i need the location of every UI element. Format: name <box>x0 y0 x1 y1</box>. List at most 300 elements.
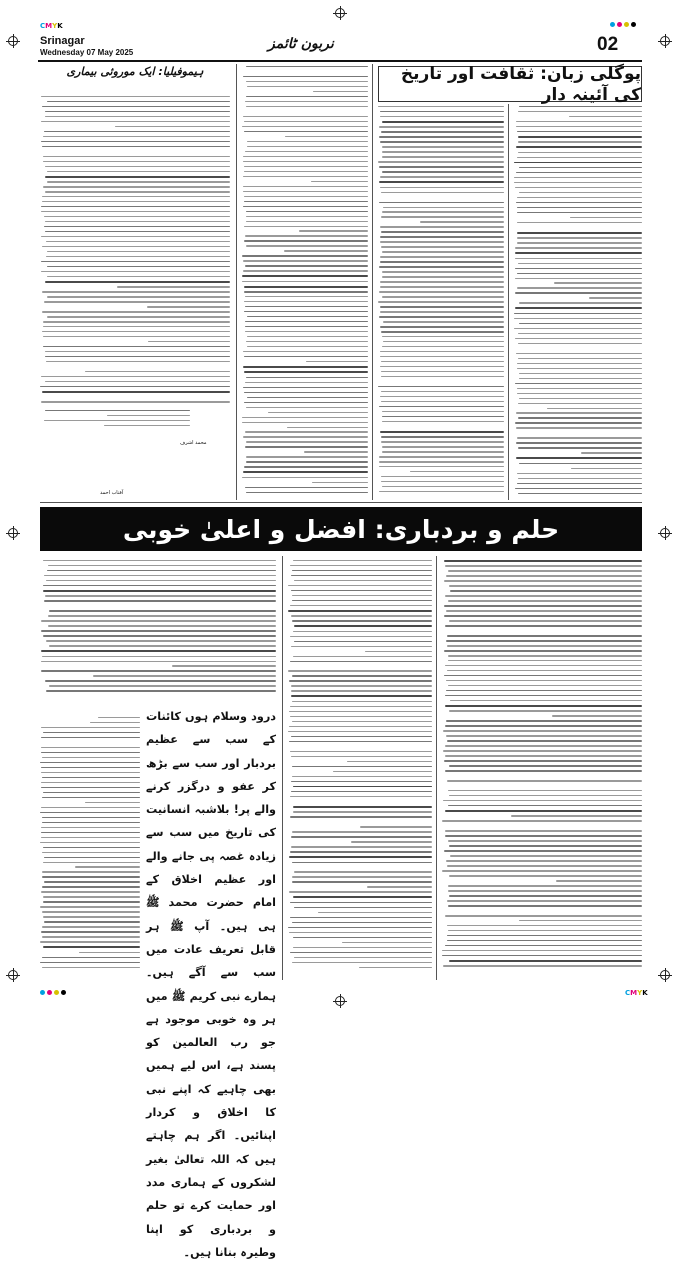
text-line <box>291 695 432 697</box>
text-line <box>41 772 140 773</box>
text-line <box>244 286 368 288</box>
text-line <box>47 296 230 297</box>
text-line <box>448 655 642 656</box>
text-line <box>443 965 642 966</box>
text-line <box>49 645 276 646</box>
text-line <box>41 891 140 892</box>
text-line <box>40 962 140 963</box>
text-line <box>511 815 642 816</box>
text-line <box>449 795 642 796</box>
text-line <box>448 885 642 886</box>
text-line <box>243 471 368 473</box>
text-line <box>294 907 432 908</box>
text-line <box>247 86 368 87</box>
text-line <box>292 620 432 621</box>
text-line <box>290 821 432 822</box>
text-line <box>243 387 368 388</box>
text-line <box>516 146 642 148</box>
text-line <box>46 256 230 257</box>
feature-column <box>40 702 140 972</box>
text-line <box>450 785 642 786</box>
text-line <box>47 251 230 252</box>
text-line <box>292 962 432 963</box>
text-line <box>382 296 504 297</box>
text-line <box>289 680 432 681</box>
text-line <box>44 226 230 227</box>
text-line <box>382 271 504 272</box>
text-line <box>517 363 642 364</box>
text-line <box>292 766 432 767</box>
text-line <box>514 177 642 178</box>
text-line <box>515 187 642 188</box>
text-line <box>43 156 230 157</box>
text-line <box>289 891 432 892</box>
cmyk-mark-bottom: CMYK <box>625 989 648 997</box>
text-line <box>44 702 140 703</box>
text-line <box>380 141 504 142</box>
text-line <box>291 746 432 747</box>
text-line <box>242 275 368 277</box>
text-line <box>447 780 642 781</box>
text-line <box>444 615 642 616</box>
text-line <box>43 946 140 948</box>
text-line <box>246 111 368 112</box>
text-line <box>42 852 140 853</box>
text-line <box>445 705 642 707</box>
text-line <box>382 346 504 347</box>
text-line <box>42 146 230 147</box>
text-line <box>445 810 642 812</box>
text-line <box>47 171 230 172</box>
text-line <box>515 252 642 254</box>
text-line <box>445 695 642 696</box>
text-line <box>446 860 642 861</box>
text-line <box>381 436 504 437</box>
text-line <box>245 306 368 307</box>
feature-column <box>288 560 432 972</box>
text-line <box>48 565 276 566</box>
issue-date: Wednesday 07 May 2025 <box>40 48 134 57</box>
text-line <box>245 331 368 332</box>
text-line <box>115 126 230 127</box>
text-line <box>243 116 368 117</box>
text-line <box>42 777 140 778</box>
text-line <box>246 96 368 97</box>
text-line <box>46 695 276 696</box>
text-line <box>517 473 642 474</box>
text-line <box>450 590 642 591</box>
text-line <box>380 236 504 237</box>
text-line <box>292 600 432 601</box>
text-line <box>48 615 276 616</box>
text-line <box>85 802 140 803</box>
text-line <box>245 265 368 266</box>
text-line <box>42 911 140 912</box>
text-line <box>447 670 642 671</box>
text-line <box>41 376 230 377</box>
text-line <box>43 161 230 162</box>
text-line <box>41 752 140 753</box>
text-line <box>380 431 504 433</box>
text-line <box>40 386 230 387</box>
text-line <box>293 656 432 657</box>
text-line <box>445 835 642 836</box>
text-line <box>447 900 642 901</box>
text-line <box>381 376 504 377</box>
text-line <box>379 166 504 167</box>
text-line <box>289 741 432 742</box>
text-line <box>93 675 276 676</box>
text-line <box>518 403 642 404</box>
text-line <box>517 287 642 288</box>
article-column <box>514 106 642 496</box>
text-line <box>244 71 368 72</box>
text-line <box>41 211 230 212</box>
text-line <box>244 196 368 197</box>
text-line <box>41 121 230 122</box>
text-line <box>518 141 642 142</box>
text-line <box>293 811 432 812</box>
text-line <box>292 862 432 863</box>
text-line <box>570 217 642 218</box>
text-line <box>299 230 368 231</box>
text-line <box>42 196 230 197</box>
text-line <box>246 216 368 217</box>
text-line <box>382 211 504 212</box>
text-line <box>444 760 642 761</box>
text-line <box>448 685 642 686</box>
text-line <box>380 326 504 327</box>
text-line <box>290 851 432 852</box>
text-line <box>41 261 230 262</box>
text-line <box>342 942 432 943</box>
text-line <box>290 796 432 797</box>
text-line <box>446 680 642 681</box>
text-line <box>443 750 642 751</box>
text-line <box>294 957 432 958</box>
text-line <box>291 575 432 576</box>
text-line <box>242 422 368 423</box>
text-line <box>447 865 642 866</box>
text-line <box>43 346 230 347</box>
text-line <box>515 488 642 489</box>
column-rule <box>282 556 283 980</box>
text-line <box>246 377 368 378</box>
text-line <box>380 281 504 282</box>
text-line <box>42 712 140 713</box>
text-line <box>293 806 432 808</box>
text-line <box>382 421 504 422</box>
text-line <box>554 282 642 283</box>
text-line <box>379 181 504 183</box>
text-line <box>42 926 140 927</box>
text-line <box>444 560 642 562</box>
text-line <box>47 366 230 367</box>
text-line <box>446 775 642 776</box>
text-line <box>514 313 642 314</box>
article-column <box>378 106 504 496</box>
text-line <box>379 456 504 457</box>
text-line <box>41 661 276 662</box>
text-line <box>448 890 642 891</box>
text-line <box>43 862 140 863</box>
text-line <box>41 827 140 828</box>
text-line <box>40 812 140 813</box>
text-line <box>41 931 140 932</box>
text-line <box>284 250 368 251</box>
text-line <box>243 76 368 77</box>
text-line <box>519 192 642 193</box>
text-line <box>290 661 432 662</box>
text-line <box>443 730 642 731</box>
text-line <box>285 136 368 137</box>
text-line <box>449 765 642 766</box>
text-line <box>43 336 230 337</box>
text-line <box>293 665 432 666</box>
text-line <box>43 585 276 586</box>
text-line <box>243 156 368 157</box>
text-line <box>243 176 368 177</box>
text-line <box>292 831 432 832</box>
masthead: نربون ٹائمز <box>268 36 334 52</box>
registration-mark-top-right <box>660 36 670 46</box>
text-line <box>379 466 504 467</box>
text-line <box>449 895 642 896</box>
text-line <box>44 857 140 858</box>
text-line <box>43 635 276 636</box>
page-number: 02 <box>597 34 619 55</box>
text-line <box>379 426 504 427</box>
text-line <box>245 101 368 102</box>
text-line <box>288 585 432 586</box>
text-line <box>380 306 504 307</box>
feature-column <box>442 560 642 972</box>
text-line <box>246 221 368 222</box>
text-line <box>42 311 230 312</box>
text-line <box>517 393 642 394</box>
text-line <box>40 742 140 743</box>
text-line <box>243 186 368 187</box>
text-line <box>380 366 504 367</box>
text-line <box>47 316 230 317</box>
text-line <box>243 351 368 352</box>
text-line <box>43 136 230 137</box>
text-line <box>246 456 368 457</box>
text-line <box>42 817 140 818</box>
text-line <box>43 560 276 561</box>
header-rule <box>38 60 642 62</box>
text-line <box>42 291 230 292</box>
text-line <box>444 850 642 851</box>
text-line <box>383 207 504 208</box>
text-line <box>367 886 432 887</box>
text-line <box>49 685 276 686</box>
article-column <box>40 96 230 406</box>
text-line <box>382 151 504 152</box>
text-line <box>448 930 642 931</box>
text-line <box>243 366 368 368</box>
text-line <box>381 216 504 217</box>
text-line <box>47 276 230 277</box>
text-line <box>382 411 504 412</box>
text-line <box>379 491 504 492</box>
text-line <box>45 281 230 283</box>
column-rule <box>436 556 437 980</box>
text-line <box>447 925 642 926</box>
text-line <box>291 781 432 782</box>
text-line <box>448 825 642 826</box>
text-line <box>515 292 642 293</box>
registration-mark-bottom-left <box>8 970 18 980</box>
text-line <box>379 202 504 203</box>
text-line <box>382 156 504 157</box>
text-line <box>293 937 432 938</box>
text-line <box>410 471 504 472</box>
text-line <box>44 707 140 708</box>
text-line <box>147 306 230 307</box>
text-line <box>268 412 368 413</box>
text-line <box>381 331 504 332</box>
text-line <box>41 767 140 768</box>
text-line <box>45 396 230 397</box>
text-line <box>246 492 368 493</box>
text-line <box>42 656 276 657</box>
text-line <box>45 111 230 112</box>
text-line <box>442 950 642 951</box>
text-line <box>289 856 432 858</box>
text-line <box>443 800 642 801</box>
text-line <box>242 477 368 478</box>
text-line <box>380 286 504 287</box>
text-line <box>41 787 140 788</box>
text-line <box>244 240 368 241</box>
text-line <box>380 111 504 112</box>
text-line <box>49 610 276 611</box>
text-line <box>445 945 642 946</box>
text-line <box>245 382 368 383</box>
text-line <box>291 836 432 837</box>
text-line <box>242 126 368 127</box>
text-line <box>448 905 642 906</box>
text-line <box>290 902 432 903</box>
text-line <box>447 935 642 936</box>
text-line <box>44 131 230 132</box>
text-line <box>293 560 432 561</box>
text-line <box>446 640 642 641</box>
text-line <box>243 260 368 261</box>
text-line <box>379 266 504 267</box>
text-line <box>518 263 642 264</box>
text-line <box>293 947 432 948</box>
text-line <box>294 580 432 581</box>
text-line <box>519 378 642 379</box>
text-line <box>446 720 642 721</box>
column-rule <box>236 64 237 500</box>
text-line <box>46 690 276 691</box>
registration-mark-top-left <box>8 36 18 46</box>
text-line <box>378 386 504 387</box>
text-line <box>244 371 368 373</box>
text-line <box>46 580 276 581</box>
text-line <box>379 406 504 407</box>
text-line <box>448 570 642 571</box>
registration-mark-right-mid <box>660 528 670 538</box>
text-line <box>243 206 368 207</box>
text-line <box>381 481 504 482</box>
text-line <box>245 446 368 447</box>
text-line <box>104 425 190 426</box>
text-line <box>518 111 642 112</box>
text-line <box>380 396 504 397</box>
text-line <box>516 442 642 443</box>
text-line <box>45 410 190 411</box>
text-line <box>117 286 230 287</box>
text-line <box>517 368 642 369</box>
text-line <box>381 131 504 132</box>
pull-quote: درود وسلام ہوں کائنات کے سب سے عظیم بردبار اور سب سے بڑھ کر عفو و درگزر کرنے والے پر! بلاشبہ انسانیت کی تاریخ میں سب سے زیادہ غصہ پی جانے والے اور عظیم اخلاق کے امام حضرت محمد ﷺ ہی ہیں۔ آپ ﷺ ہر قابل تعریف عادت میں سب سے آگے ہیں۔ ہمارے نبی کریم ﷺ میں ہر وہ خوبی موجود ہے جو رب العالمین کو پسند ہے، اس لیے ہمیں بھی چاہیے کہ اپنے نبی کا اخلاق و کردار اپنائیں۔ اگر ہم چاہتے ہیں کہ اللہ تعالیٰ بغیر لشکروں کے ہماری مدد اور حمایت کرے تو حلم و بردباری کو اپنا وطیرہ بنانا ہیں۔ <box>146 710 276 1259</box>
text-line <box>243 436 368 437</box>
text-line <box>517 157 642 158</box>
text-line <box>247 397 368 398</box>
text-line <box>290 565 432 566</box>
lead-headline: پوگلی زبان: ثقافت اور تاریخ کی آئینہ دار <box>378 66 642 102</box>
text-line <box>75 866 140 867</box>
text-line <box>519 167 642 168</box>
text-line <box>45 116 230 117</box>
text-line <box>290 952 432 953</box>
text-line <box>288 927 432 928</box>
text-line <box>517 483 642 484</box>
text-line <box>45 231 230 232</box>
text-line <box>290 751 432 752</box>
text-line <box>242 417 368 418</box>
text-line <box>46 605 276 606</box>
text-line <box>347 761 432 762</box>
text-line <box>293 786 432 788</box>
text-line <box>244 356 368 357</box>
text-line <box>242 255 368 256</box>
text-line <box>448 790 642 791</box>
text-line <box>47 101 230 102</box>
text-line <box>46 361 230 362</box>
text-line <box>449 875 642 876</box>
text-line <box>41 141 230 142</box>
text-line <box>45 191 230 192</box>
text-line <box>379 136 504 137</box>
text-line <box>552 715 642 716</box>
text-line <box>516 457 642 459</box>
text-line <box>292 922 432 923</box>
text-line <box>442 955 642 956</box>
city-name: Srinagar <box>40 35 85 47</box>
text-line <box>382 446 504 447</box>
text-line <box>47 570 276 571</box>
text-line <box>450 630 642 631</box>
text-line <box>48 625 276 626</box>
text-line <box>45 356 230 357</box>
text-line <box>379 461 504 462</box>
text-line <box>382 336 504 337</box>
text-line <box>547 408 642 409</box>
text-line <box>41 807 140 808</box>
text-line <box>381 371 504 372</box>
text-line <box>515 247 642 248</box>
text-line <box>516 126 642 127</box>
text-line <box>291 615 432 616</box>
text-line <box>442 870 642 871</box>
text-line <box>382 121 504 123</box>
text-line <box>293 896 432 898</box>
